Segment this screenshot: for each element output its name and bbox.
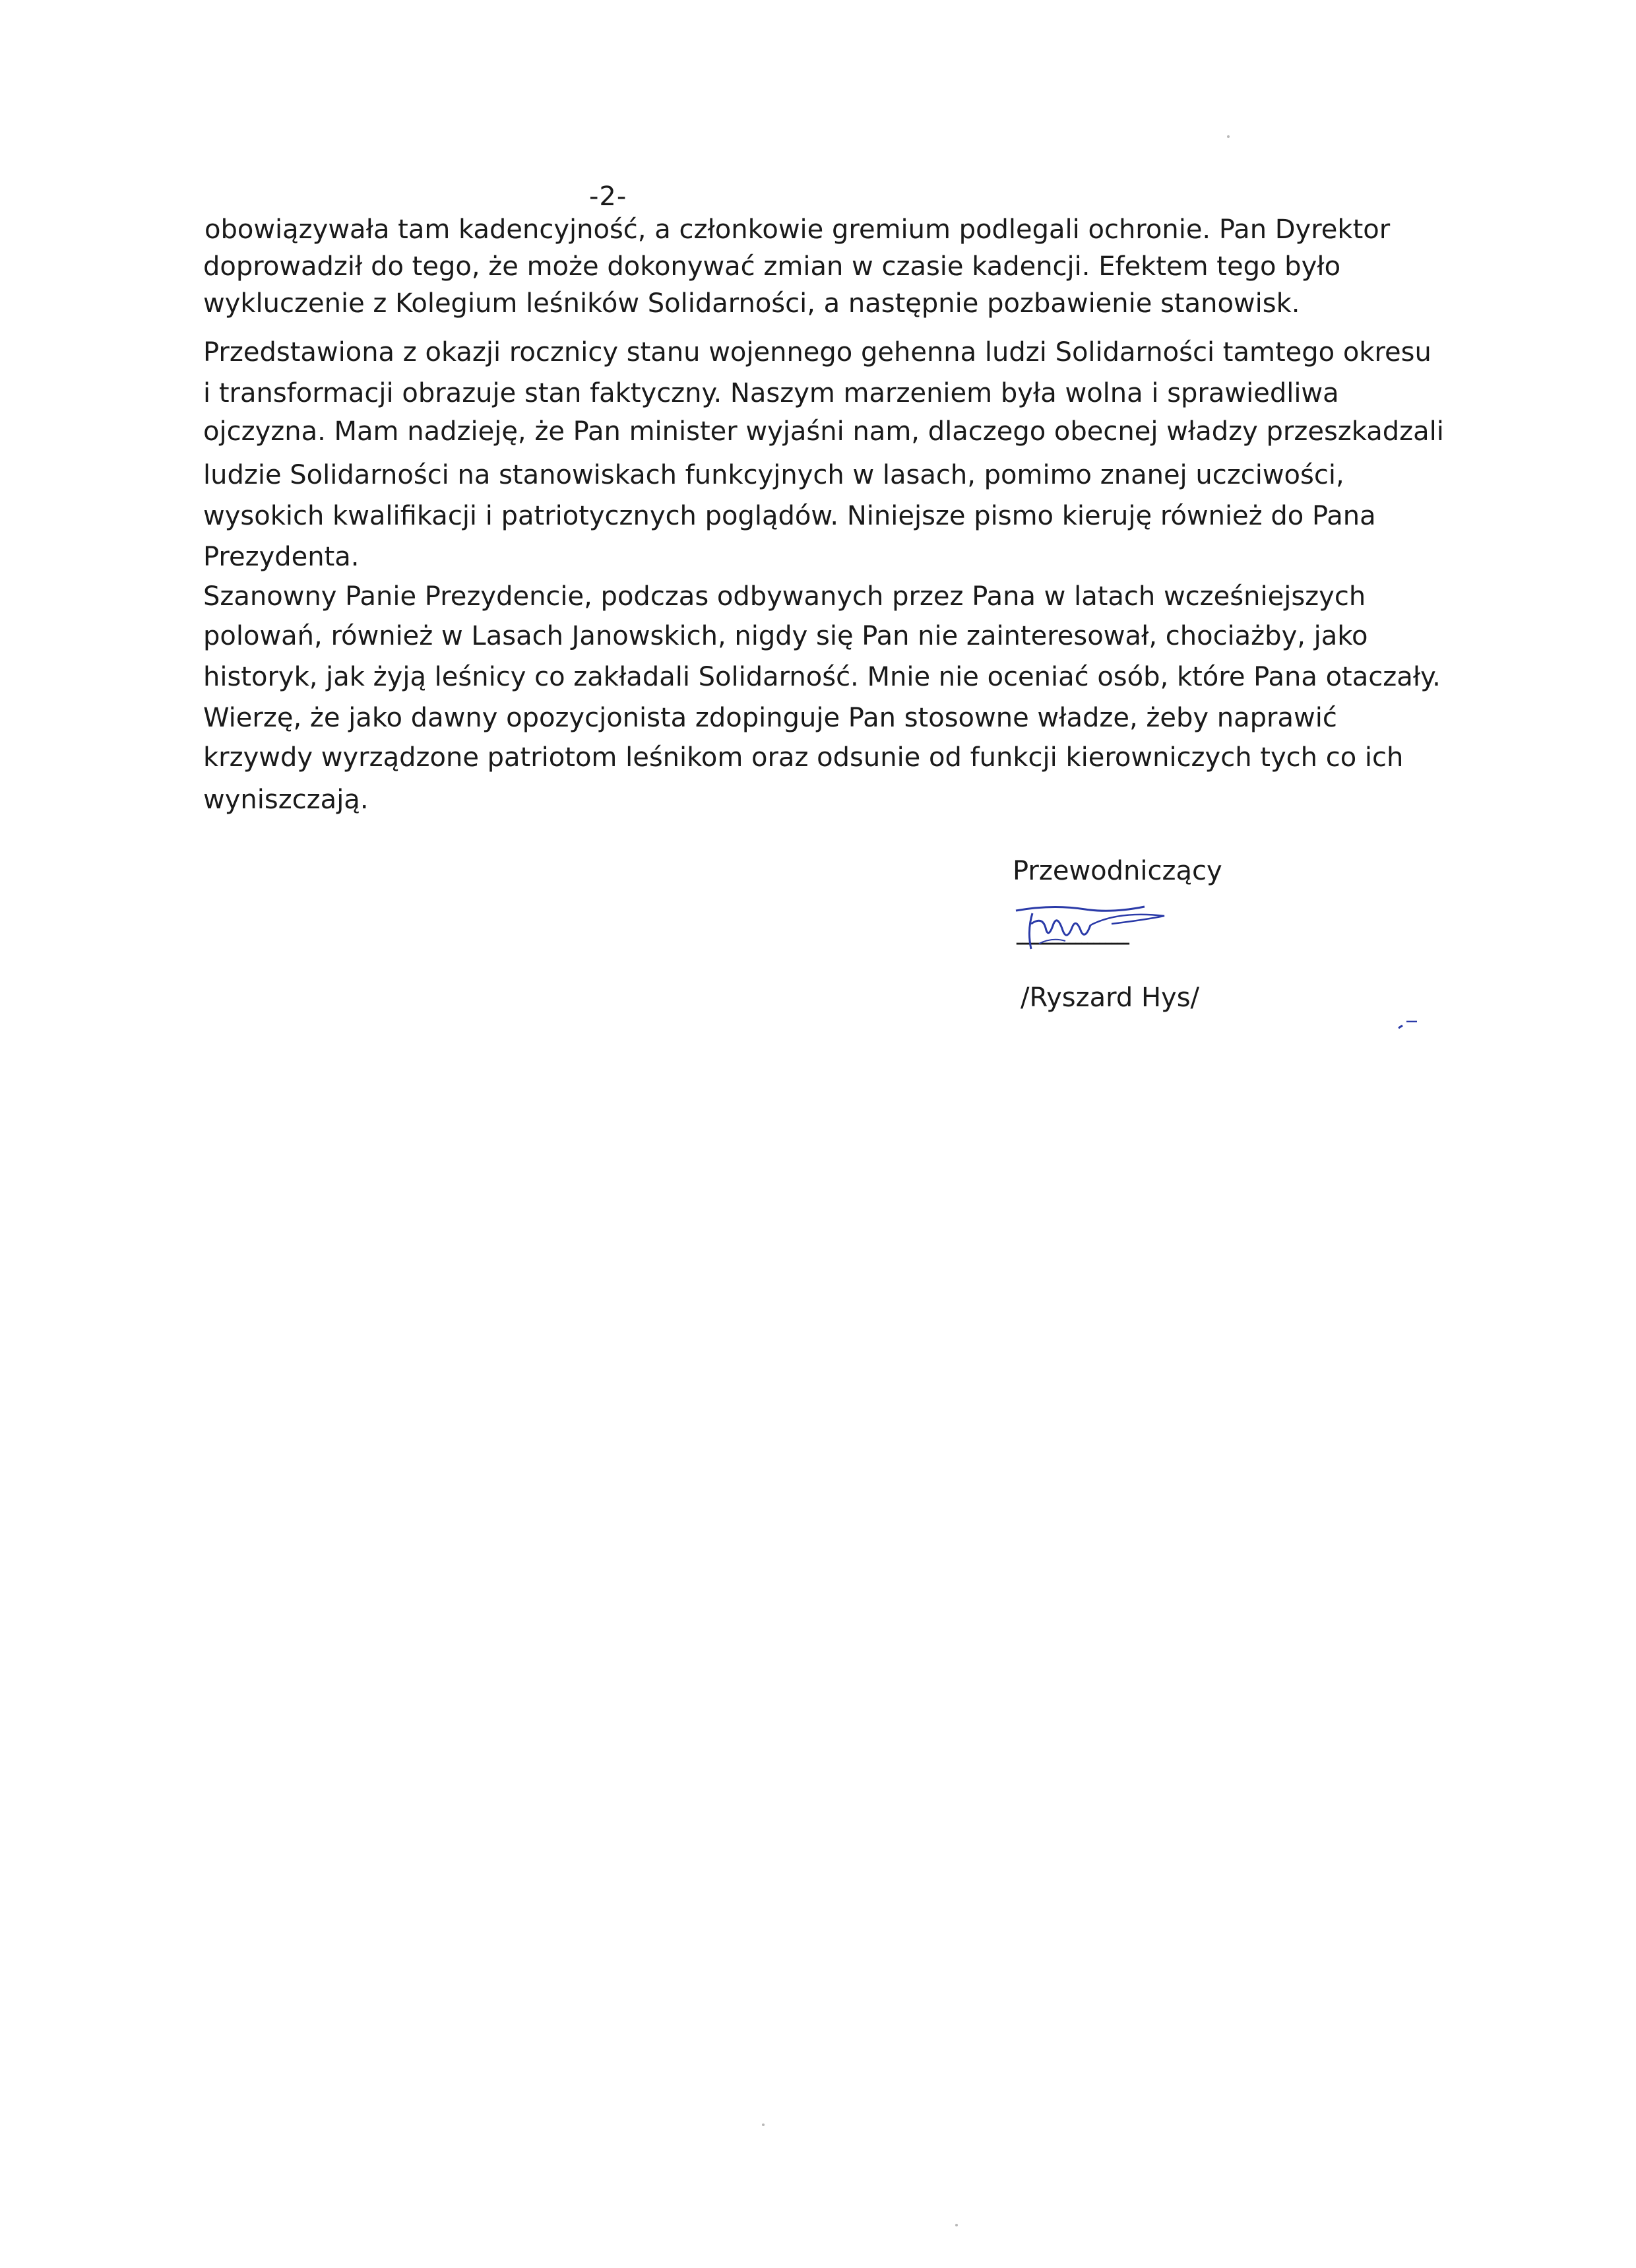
body-line: Wierzę, że jako dawny opozycjonista zdopinguje Pan stosowne władze, żeby naprawić	[203, 703, 1337, 733]
signature-title: Przewodniczący	[1013, 856, 1222, 886]
scan-speck	[1227, 135, 1230, 138]
body-line: doprowadził do tego, że może dokonywać zmian w czasie kadencji. Efektem tego było	[203, 251, 1341, 282]
signature-dash-line: -------------------	[1015, 929, 1128, 956]
page-number: -2-	[589, 181, 627, 212]
body-line: obowiązywała tam kadencyjność, a członkowie gremium podlegali ochronie. Pan Dyrektor	[204, 214, 1391, 245]
body-line: ojczyzna. Mam nadzieję, że Pan minister wyjaśni nam, dlaczego obecnej władzy przeszkadzali	[203, 416, 1444, 447]
signatory-name: /Ryszard Hys/	[1021, 983, 1200, 1013]
body-line: ludzie Solidarności na stanowiskach funkcyjnych w lasach, pomimo znanej uczciwości,	[203, 460, 1344, 490]
handwritten-signature	[1013, 897, 1237, 957]
body-line: historyk, jak żyją leśnicy co zakładali Solidarność. Mnie nie oceniać osób, które Pana otaczały.	[203, 662, 1441, 692]
body-line: Prezydenta.	[203, 542, 360, 572]
body-line: krzywdy wyrządzone patriotom leśnikom oraz odsunie od funkcji kierowniczych tych co ich	[203, 742, 1404, 773]
body-line: Przedstawiona z okazji rocznicy stanu wojennego gehenna ludzi Solidarności tamtego okresu	[203, 337, 1432, 368]
body-line: wykluczenie z Kolegium leśników Solidarności, a następnie pozbawienie stanowisk.	[203, 288, 1300, 319]
body-line: Szanowny Panie Prezydencie, podczas odbywanych przez Pana w latach wcześniejszych	[203, 581, 1366, 612]
pen-mark	[1397, 1018, 1421, 1031]
body-line: wysokich kwalifikacji i patriotycznych poglądów. Niniejsze pismo kieruję również do Pana	[203, 501, 1376, 531]
body-line: wyniszczają.	[203, 785, 369, 815]
scan-speck	[762, 2123, 765, 2126]
body-line: polowań, również w Lasach Janowskich, nigdy się Pan nie zainteresował, chociażby, jako	[203, 621, 1368, 651]
signature-block	[1013, 851, 1408, 1036]
scan-speck	[955, 2224, 958, 2226]
body-line: i transformacji obrazuje stan faktyczny. Naszym marzeniem była wolna i sprawiedliwa	[203, 378, 1339, 408]
